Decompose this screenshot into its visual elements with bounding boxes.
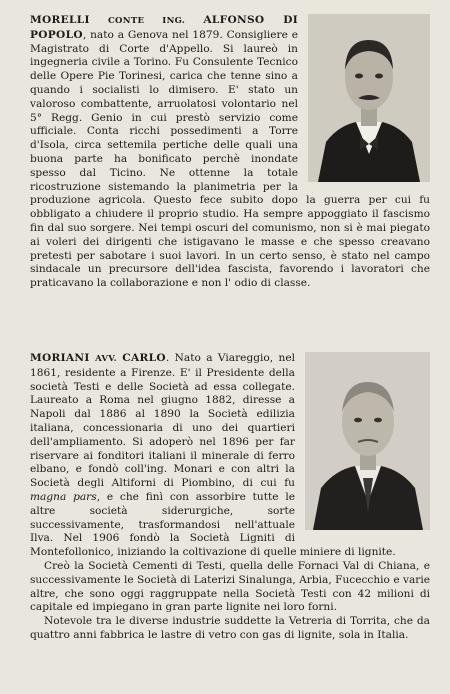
given-name: CARLO	[122, 352, 166, 364]
biography-entry-moriani	[30, 352, 430, 643]
paragraph-part: . Nato a Viareggio, nel 1861, residente a Firenze. E' il Presidente della società Testi e delle Società ad essa collegate. Laureato a Roma nel giugno 1882, diresse a Napoli dal 1886 al 1890 la Società edilizia italiana, concessionaria di uno dei quartieri dell'ampliamento. Si adoperò nel 1896 per far riservare ai fonditori italiani il minerale di ferro elbano, e fondò coll'ing. Monari e con altri la Società degli Altiforni di Piombino, di cui fu	[30, 352, 295, 490]
portrait-photo-moriani	[305, 352, 430, 530]
surname: MORIANI	[30, 352, 90, 364]
portrait-morelli-icon	[308, 14, 430, 182]
paragraph: Notevole tra le diverse industrie suddette la Vetreria di Torrita, che da quattro anni fabbrica le lastre di vetro con gas di lignite, sola in Italia.	[30, 615, 430, 641]
honorific: CONTE ING.	[107, 16, 186, 26]
paragraph-part: , e che finì con assorbire tutte le altre società siderurgiche, sorte successivamente, trasformandosi nell'attuale Ilva. Nel 1906 fondò la Società Ligniti di Montefollonico, iniziando la coltivazione di quelle miniere di lignite.	[30, 490, 396, 559]
surname: MORELLI	[30, 14, 90, 26]
honorific: AVV.	[95, 354, 117, 364]
paragraph: Creò la Società Cementi di Testi, quella delle Fornaci Val di Chiana, e successivamente le Società di Laterizi Sinalunga, Arbia, Fucecchio e varie altre, che sono oggi raggruppate nella Società Testi con 42 milioni di capitale ed impiegano in gran parte lignite nei loro forni.	[30, 559, 430, 614]
italic-phrase: magna pars	[30, 490, 97, 503]
portrait-moriani-icon	[305, 352, 430, 530]
biography-entry-morelli	[30, 14, 430, 291]
paragraph: , nato a Genova nel 1879. Consigliere e Magistrato di Corte d'Appello. Si laureò in ingegneria civile a Torino. Fu Consulente Tecnico delle Opere Pie Torinesi, carica che tenne sino a quando i socialisti lo dimisero. E' stato un valoroso combattente, arruolatosi volontario nel 5° Regg. Genio in cui prestò servizio come ufficiale. Conta ricchi possedimenti a Torre d'Isola, circa settemila pertiche delle quali una buona parte ha bonificato perchè inondate spesso dal Ticino. Ne ottenne la totale ricostruzione sistemando la planimetria per la produzione agricola. Questo fece subito dopo la guerra per cui fu obbligato a chiudere il proprio studio. Ha sempre appoggiato il fascismo fin dal suo sorgere. Nei tempi oscuri del comunismo, non si è mai piegato ai voleri dei dirigenti che istigavano le masse e che spesso creavano pretesti per sabotare i suoi lavori. In un certo senso, è stato nel campo sindacale un precursore dell'idea fascista, favorendo i lavoratori che praticavano la collaborazione e non l' odio di classe.	[30, 28, 430, 290]
portrait-photo-morelli	[308, 14, 430, 182]
given-name: ALFONSO DI POPOLO	[30, 14, 298, 41]
